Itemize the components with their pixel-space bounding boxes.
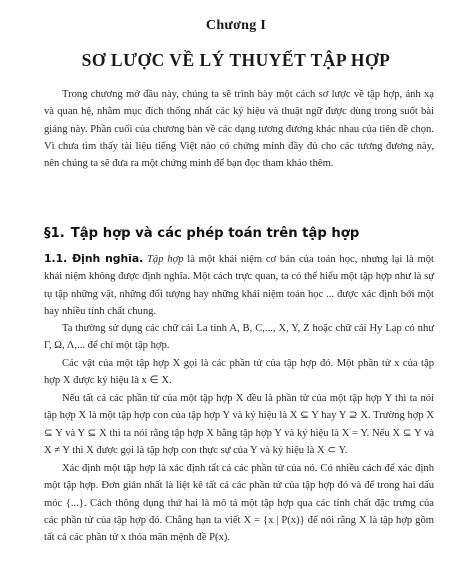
section-number: §1.: [44, 226, 65, 241]
chapter-label: Chương I: [205, 18, 267, 33]
body-paragraph-4: [44, 460, 434, 546]
paragraph-text: Ta thường sử dụng các chữ cái La tinh A, B, C,..., X, Y, Z hoặc chữ cái Hy Lạp có như Γ, Ω, Λ,... để chỉ một tập hợp.: [44, 323, 434, 352]
intro-paragraph: [44, 86, 434, 172]
definition-paragraph: [44, 250, 434, 320]
body-paragraph-1: [44, 320, 434, 355]
body-paragraph-3: [44, 390, 434, 459]
paragraph-text: Xác định một tập hợp là xác định tất cả các phần tử của nó. Có nhiều cách để xác định một tập hợp. Đơn giản nhất là liệt kê tất cả các phần tử của tập hợp đó và để trong hai dấu móc {...}. Cách thông dụng thứ hai là mô tả một tập hợp qua các tính chất đặc trưng của các phần tử của tập hợp đó. Chẳng hạn ta viết X = {x | P(x)} để nói rằng X là tập hợp gồm tất cả các phần tử x thỏa mãn mệnh đề P(x).: [44, 463, 434, 544]
paragraph-text: Nếu tất cả các phần tử của một tập hợp X đều là phần tử của một tập hợp Y thì ta nói tập hợp X là một tập hợp con của tập hợp Y và ký hiệu là X ⊆ Y hay Y ⊇ X. Trường hợp X ⊆ Y và Y ⊆ X thì ta nói rằng tập hợp X bằng tập hợp Y và ký hiệu là X = Y. Nếu X ⊆ Y và X ≠ Y thì X được gọi là tập hợp con thực sự của Y và ký hiệu là X ⊂ Y.: [44, 393, 434, 456]
section-heading: [44, 226, 434, 241]
body-paragraph-2: [44, 355, 434, 390]
paragraph-text: Các vật của một tập hợp X gọi là các phần tử của tập hợp đó. Một phần tử x của tập hợp X được ký hiệu là x ∈ X.: [44, 358, 434, 387]
section-title: Tập hợp và các phép toán trên tập hợp: [70, 226, 360, 241]
intro-text: Trong chương mở đầu này, chúng ta sẽ trình bày một cách sơ lược về tập hợp, ánh xạ và quan hệ, nhằm mục đích thống nhất các ký hiệu và thuật ngữ được dùng trong suốt bài giảng này. Phần cuối của chương bàn về các dạng tương đương khác nhau của tiên đề chọn. Vì chưa tìm thấy tài liệu tiếng Việt nào có chứng minh đầy đủ cho các tương đương này, nên chúng ta sẽ đưa ra một chứng minh để bạn đọc tham khảo thêm.: [44, 89, 434, 170]
chapter-title: SƠ LƯỢC VỀ LÝ THUYẾT TẬP HỢP: [81, 50, 391, 70]
definition-lead: 1.1. Định nghĩa.: [44, 252, 144, 265]
definition-text: là một khái niệm cơ bản của toán học, nhưng lại là một khái niệm không được định nghĩa. Một cách trực quan, ta có thể hiểu một tập hợp như là sự tụ tập những vật, những đối tượng hay những khái niệm toán học ... được xác định bởi một hay nhiều tính chất chung.: [44, 254, 434, 317]
definition-term: Tập hợp: [147, 254, 184, 265]
